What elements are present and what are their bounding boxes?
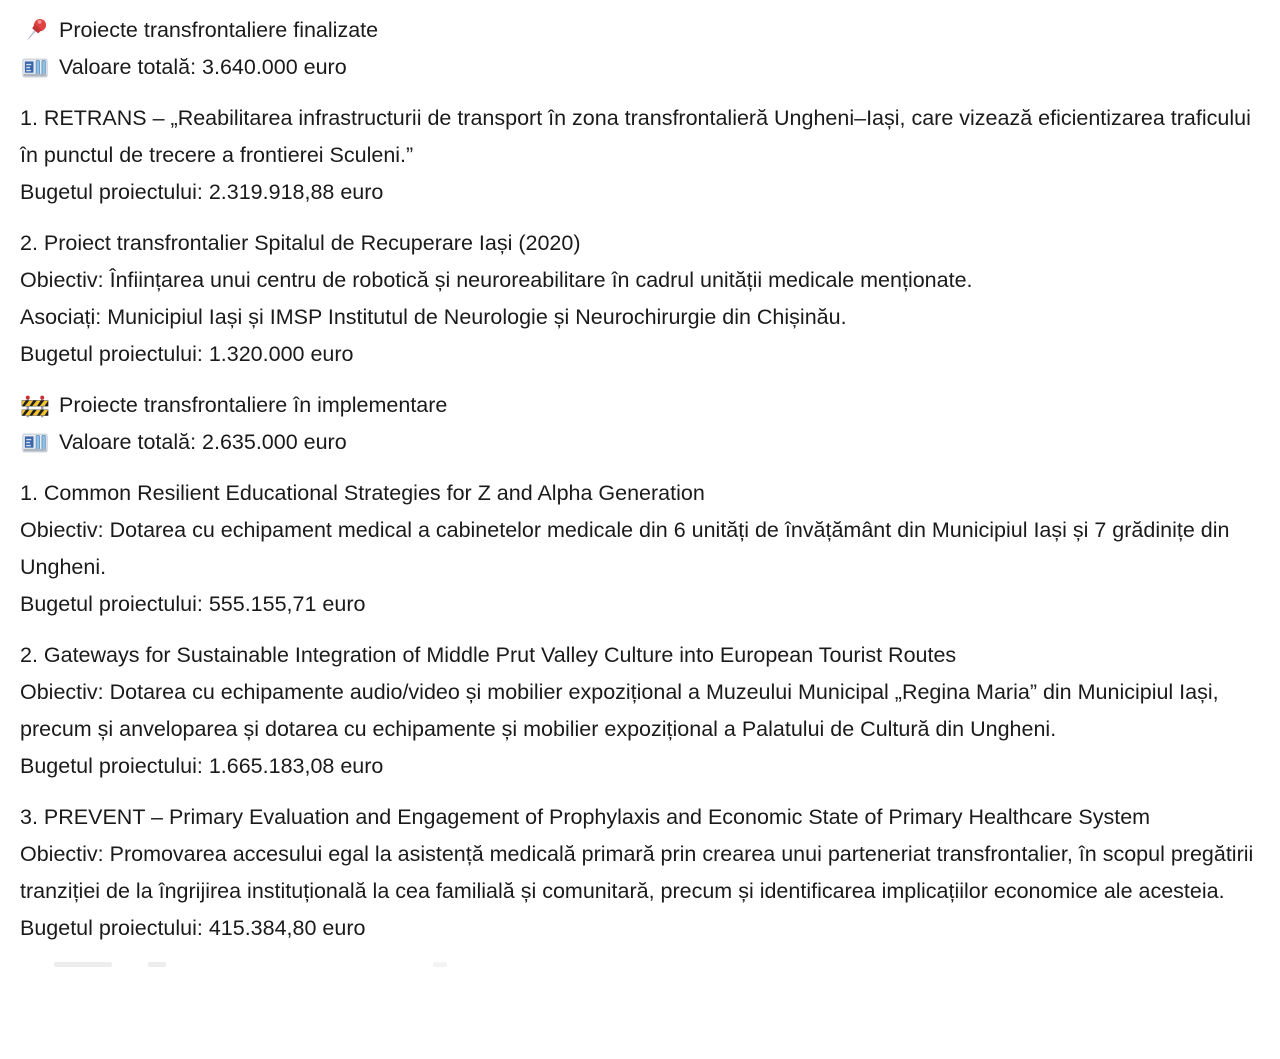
section-title-line — [20, 387, 1260, 424]
project-title: 2. Gateways for Sustainable Integration of Middle Prut Valley Culture into European Tourist Routes — [20, 643, 957, 667]
project-objective: Obiectiv: Dotarea cu echipament medical a cabinetelor medicale din 6 unități de învățământ din Municipiul Iași și 7 grădinițe din Ungheni. — [20, 518, 1230, 579]
project-budget: Bugetul proiectului: 415.384,80 euro — [20, 916, 366, 940]
pushpin-icon — [20, 16, 50, 46]
project-objective: Obiectiv: Promovarea accesului egal la asistență medicală primară prin crearea unui parteneriat transfrontalier, în scopul pregătirii tranziției de la îngrijirea instituțională la cea familială și comunitară, precum și identificarea implicațiilor economice ale acesteia. — [20, 842, 1254, 903]
project-spital-recuperare — [20, 225, 1260, 373]
section-implementare-header — [20, 387, 1260, 461]
project-retrans — [20, 100, 1260, 211]
project-objective: Obiectiv: Înființarea unui centru de robotică și neuroreabilitare în cadrul unității medicale menționate. — [20, 268, 973, 292]
project-common-resilient — [20, 475, 1260, 623]
project-partners: Asociați: Municipiul Iași și IMSP Institutul de Neurologie și Neurochirurgie din Chișinău. — [20, 305, 847, 329]
project-objective: Obiectiv: Dotarea cu echipamente audio/video și mobilier expozițional a Muzeului Municipal „Regina Maria” din Municipiul Iași, precum și anveloparea și dotarea cu echipamente și mobilier expozițional a Palatului de Cultură din Ungheni. — [20, 680, 1219, 741]
clipped-next-line — [28, 961, 1260, 969]
abacus-icon — [20, 53, 50, 83]
section-total: Valoare totală: 3.640.000 euro — [59, 55, 347, 79]
project-budget: Bugetul proiectului: 1.320.000 euro — [20, 342, 354, 366]
abacus-icon — [20, 428, 50, 458]
project-prevent — [20, 799, 1260, 947]
project-gateways — [20, 637, 1260, 785]
section-total-line — [20, 424, 1260, 461]
section-title-line — [20, 12, 1260, 49]
construction-icon — [20, 391, 50, 421]
project-budget: Bugetul proiectului: 1.665.183,08 euro — [20, 754, 384, 778]
section-total: Valoare totală: 2.635.000 euro — [59, 430, 347, 454]
project-budget: Bugetul proiectului: 2.319.918,88 euro — [20, 180, 384, 204]
project-title: 3. PREVENT – Primary Evaluation and Engagement of Prophylaxis and Economic State of Primary Healthcare System — [20, 805, 1151, 829]
project-title: 1. Common Resilient Educational Strategies for Z and Alpha Generation — [20, 481, 705, 505]
section-finalizate-header — [20, 12, 1260, 86]
project-budget: Bugetul proiectului: 555.155,71 euro — [20, 592, 366, 616]
section-title: Proiecte transfrontaliere în implementare — [59, 393, 448, 417]
section-title: Proiecte transfrontaliere finalizate — [59, 18, 379, 42]
project-title: 1. RETRANS – „Reabilitarea infrastructurii de transport în zona transfrontalieră Ungheni–Iași, care vizează eficientizarea traficului în punctul de trecere a frontierei Sculeni.” — [20, 106, 1251, 167]
section-total-line — [20, 49, 1260, 86]
project-title: 2. Proiect transfrontalier Spitalul de Recuperare Iași (2020) — [20, 231, 581, 255]
